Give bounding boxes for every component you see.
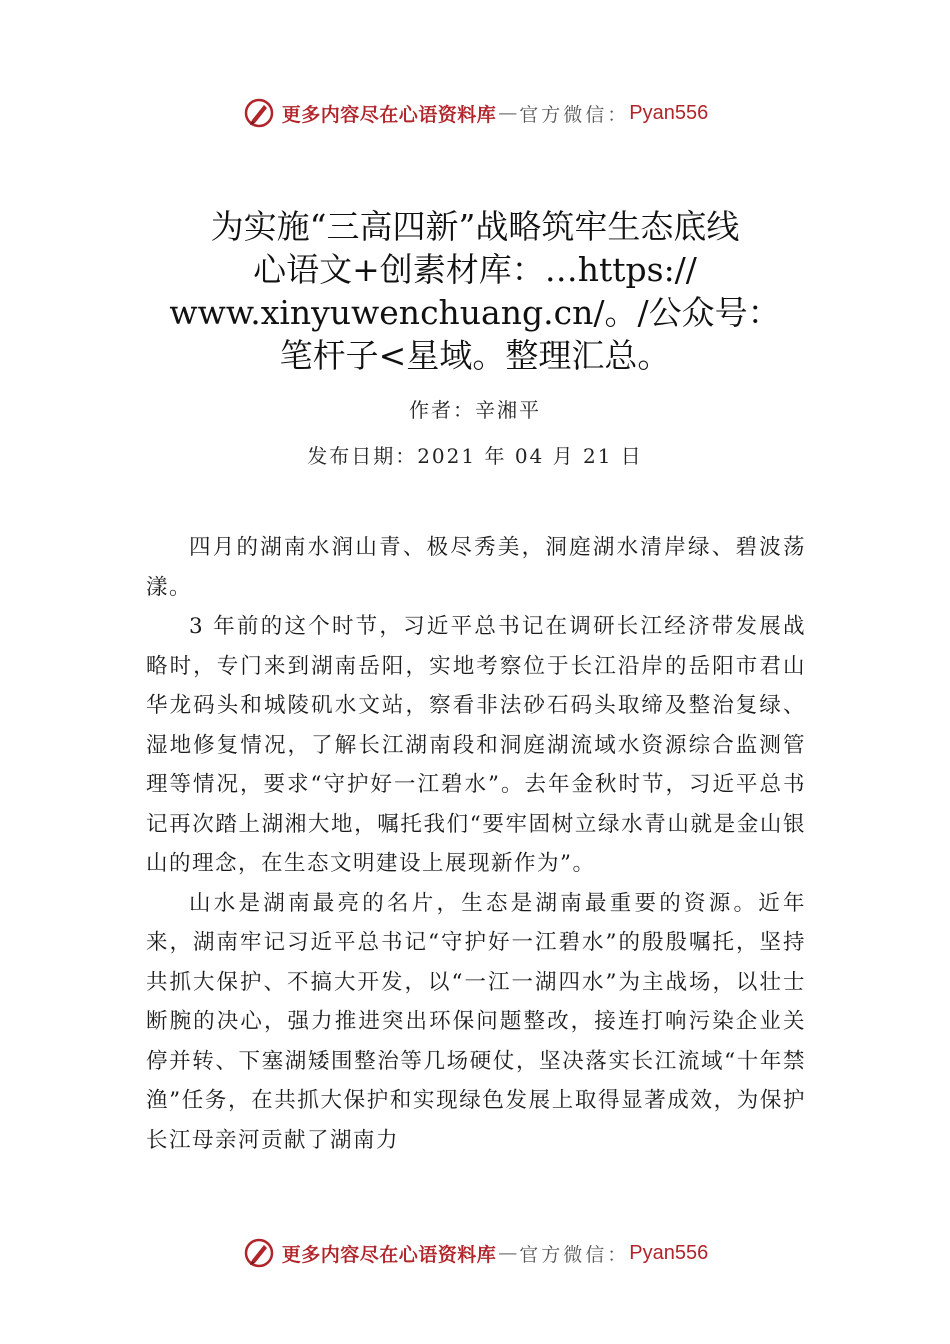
banner-wechat-label: 官方微信： [519, 1243, 630, 1266]
banner-wechat-id: Pyan556 [629, 101, 709, 124]
footer-watermark-banner [0, 1233, 950, 1273]
title-line: 笔杆子<星域。整理汇总。 [279, 336, 671, 375]
title-line: 为实施“三高四新”战略筑牢生态底线 [210, 207, 740, 246]
pen-logo-icon [242, 1236, 276, 1270]
author-line: 作者：辛湘平 [409, 398, 541, 422]
banner-wechat-id: Pyan556 [629, 1241, 709, 1264]
banner-separator: — [498, 1242, 518, 1264]
publish-date: 发布日期：2021 年 04 月 21 日 [307, 444, 643, 468]
pen-logo-icon [242, 96, 276, 130]
banner-separator: — [498, 102, 518, 124]
paragraph: 四月的湖南水润山青、极尽秀美，洞庭湖水清岸绿、碧波荡漾。 [146, 535, 806, 600]
title-line: 心语文+创素材库：…https:// [253, 250, 697, 289]
banner-wechat-label: 官方微信： [519, 103, 630, 126]
title-line: www.xinyuwenchuang.cn/。/公众号： [169, 293, 781, 332]
header-watermark-banner [0, 93, 950, 133]
banner-main-text: 更多内容尽在心语资料库 [281, 103, 497, 126]
paragraph: 山水是湖南最亮的名片，生态是湖南最重要的资源。近年来，湖南牢记习近平总书记“守护好一江碧水”的殷殷嘱托，坚持共抓大保护、不搞大开发，以“一江一湖四水”为主战场，以壮士断腕的决心，强力推进突出环保问题整改，接连打响污染企业关停并转、下塞湖矮围整治等几场硬仗，坚决落实长江流域“十年禁渔”任务，在共抓大保护和实现绿色发展上取得显著成效，为保护长江母亲河贡献了湖南力 [146, 890, 806, 1153]
article-body [146, 528, 806, 1160]
paragraph: 3 年前的这个时节，习近平总书记在调研长江经济带发展战略时，专门来到湖南岳阳，实地考察位于长江沿岸的岳阳市君山华龙码头和城陵矶水文站，察看非法砂石码头取缔及整治复绿、湿地修复情况，了解长江湖南段和洞庭湖流域水资源综合监测管理等情况，要求“守护好一江碧水”。去年金秋时节，习近平总书记再次踏上湖湘大地，嘱托我们“要牢固树立绿水青山就是金山银山的理念，在生态文明建设上展现新作为”。 [146, 614, 806, 876]
banner-main-text: 更多内容尽在心语资料库 [281, 1243, 497, 1266]
article-title [100, 205, 850, 377]
